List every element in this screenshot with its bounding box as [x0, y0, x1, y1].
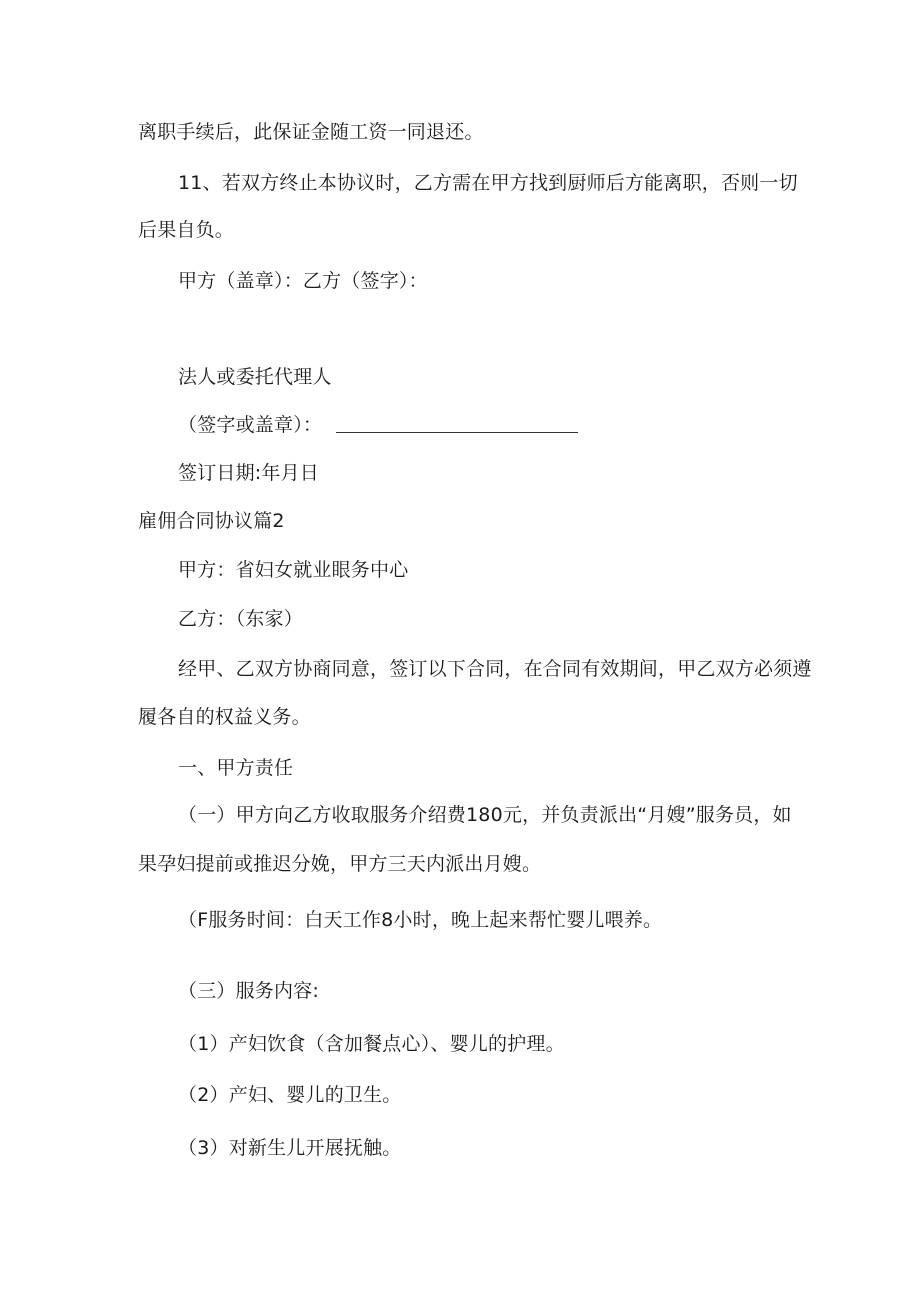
clause-11-line-1: 11、若双方终止本协议时，乙方需在甲方找到厨师后方能离职，否则一切 [178, 172, 798, 194]
signature-blank [336, 418, 578, 433]
legal-representative-line: 法人或委托代理人 [178, 366, 332, 388]
service-item-2: （2）产妇、婴儿的卫生。 [178, 1084, 402, 1106]
agreement-line-1: 经甲、乙双方协商同意，签订以下合同，在合同有效期间，甲乙双方必须遵 [178, 658, 812, 680]
section-title: 雇佣合同协议篇2 [138, 510, 285, 532]
party-b-line: 乙方：（东家） [178, 608, 303, 630]
agreement-line-2: 履各自的权益义务。 [138, 706, 311, 728]
paragraph-line: 离职手续后，此保证金随工资一同退还。 [138, 121, 484, 143]
signing-date-line: 签订日期:年月日 [178, 462, 320, 484]
service-item-3: （3）对新生儿开展抚触。 [178, 1137, 402, 1159]
service-time-line: （F服务时间：白天工作8小时，晚上起来帮忙婴儿喂养。 [178, 909, 663, 931]
heading-party-a-duties: 一、甲方责任 [178, 757, 294, 779]
signature-parties-line: 甲方（盖章）：乙方（签字）： [178, 270, 428, 292]
duty-1-line-2: 果孕妇提前或推迟分娩，甲方三天内派出月嫂。 [138, 853, 542, 875]
duty-1-line-1: （一）甲方向乙方收取服务介绍费180元，并负责派出“月嫂”服务员，如 [178, 804, 792, 826]
service-content-heading: （三）服务内容: [178, 980, 320, 1002]
service-item-1: （1）产妇饮食（含加餐点心）、婴儿的护理。 [178, 1033, 565, 1055]
signature-or-seal-label: （签字或盖章）： [178, 414, 323, 436]
clause-11-line-2: 后果自负。 [138, 219, 235, 241]
signature-or-seal-line [178, 412, 578, 438]
party-a-line: 甲方：省妇女就业眼务中心 [178, 559, 409, 581]
